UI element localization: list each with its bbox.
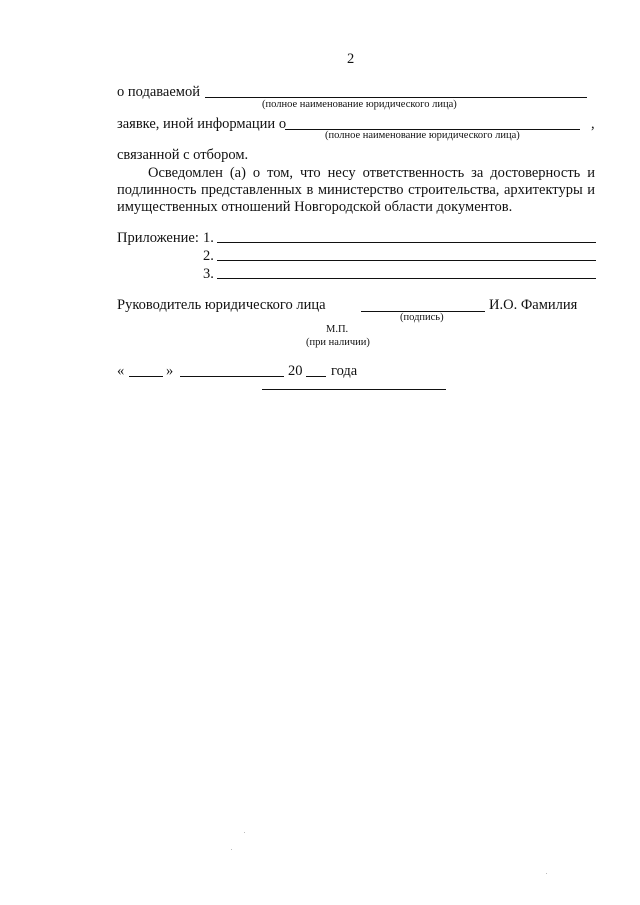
date-year-blank[interactable] (306, 376, 326, 377)
selection-text: связанной с отбором. (117, 147, 249, 163)
signature-caption: (подпись) (400, 312, 444, 323)
appendix-label: Приложение: (117, 230, 199, 246)
name-placeholder: И.О. Фамилия (489, 297, 578, 313)
appendix-item-1-blank[interactable] (217, 242, 596, 243)
legal-name-caption-2: (полное наименование юридического лица) (325, 130, 520, 141)
appendix-item-2-blank[interactable] (217, 260, 596, 261)
date-day-blank[interactable] (129, 376, 163, 377)
appendix-item-3-blank[interactable] (217, 278, 596, 279)
application-info-text: заявке, иной информации о (117, 116, 287, 132)
scan-speck (231, 849, 232, 850)
responsibility-line-3: имущественных отношений Новгородской области документов. (117, 199, 513, 215)
applicant-intro-text: о подаваемой (117, 84, 200, 100)
date-year-prefix: 20 (288, 363, 303, 379)
stamp-caption: (при наличии) (306, 337, 370, 348)
scan-speck (244, 832, 245, 833)
closing-divider (262, 389, 446, 390)
date-month-blank[interactable] (180, 376, 284, 377)
page-number: 2 (347, 51, 355, 67)
appendix-item-2-number: 2. (203, 248, 214, 264)
head-label: Руководитель юридического лица (117, 297, 326, 313)
comma: , (591, 116, 595, 132)
date-quote-open: « (117, 363, 125, 379)
responsibility-line-1: Осведомлен (а) о том, что несу ответственность за достоверность и (148, 165, 595, 181)
appendix-item-3-number: 3. (203, 266, 214, 282)
stamp-label: М.П. (326, 324, 349, 335)
scan-speck (546, 873, 547, 874)
date-quote-close: » (166, 363, 174, 379)
legal-name-caption-1: (полное наименование юридического лица) (262, 99, 457, 110)
date-year-suffix: года (331, 363, 358, 379)
responsibility-line-2: подлинность представленных в министерство строительства, архитектуры и (117, 182, 595, 198)
legal-name-blank-1[interactable] (205, 97, 587, 98)
appendix-item-1-number: 1. (203, 230, 214, 246)
